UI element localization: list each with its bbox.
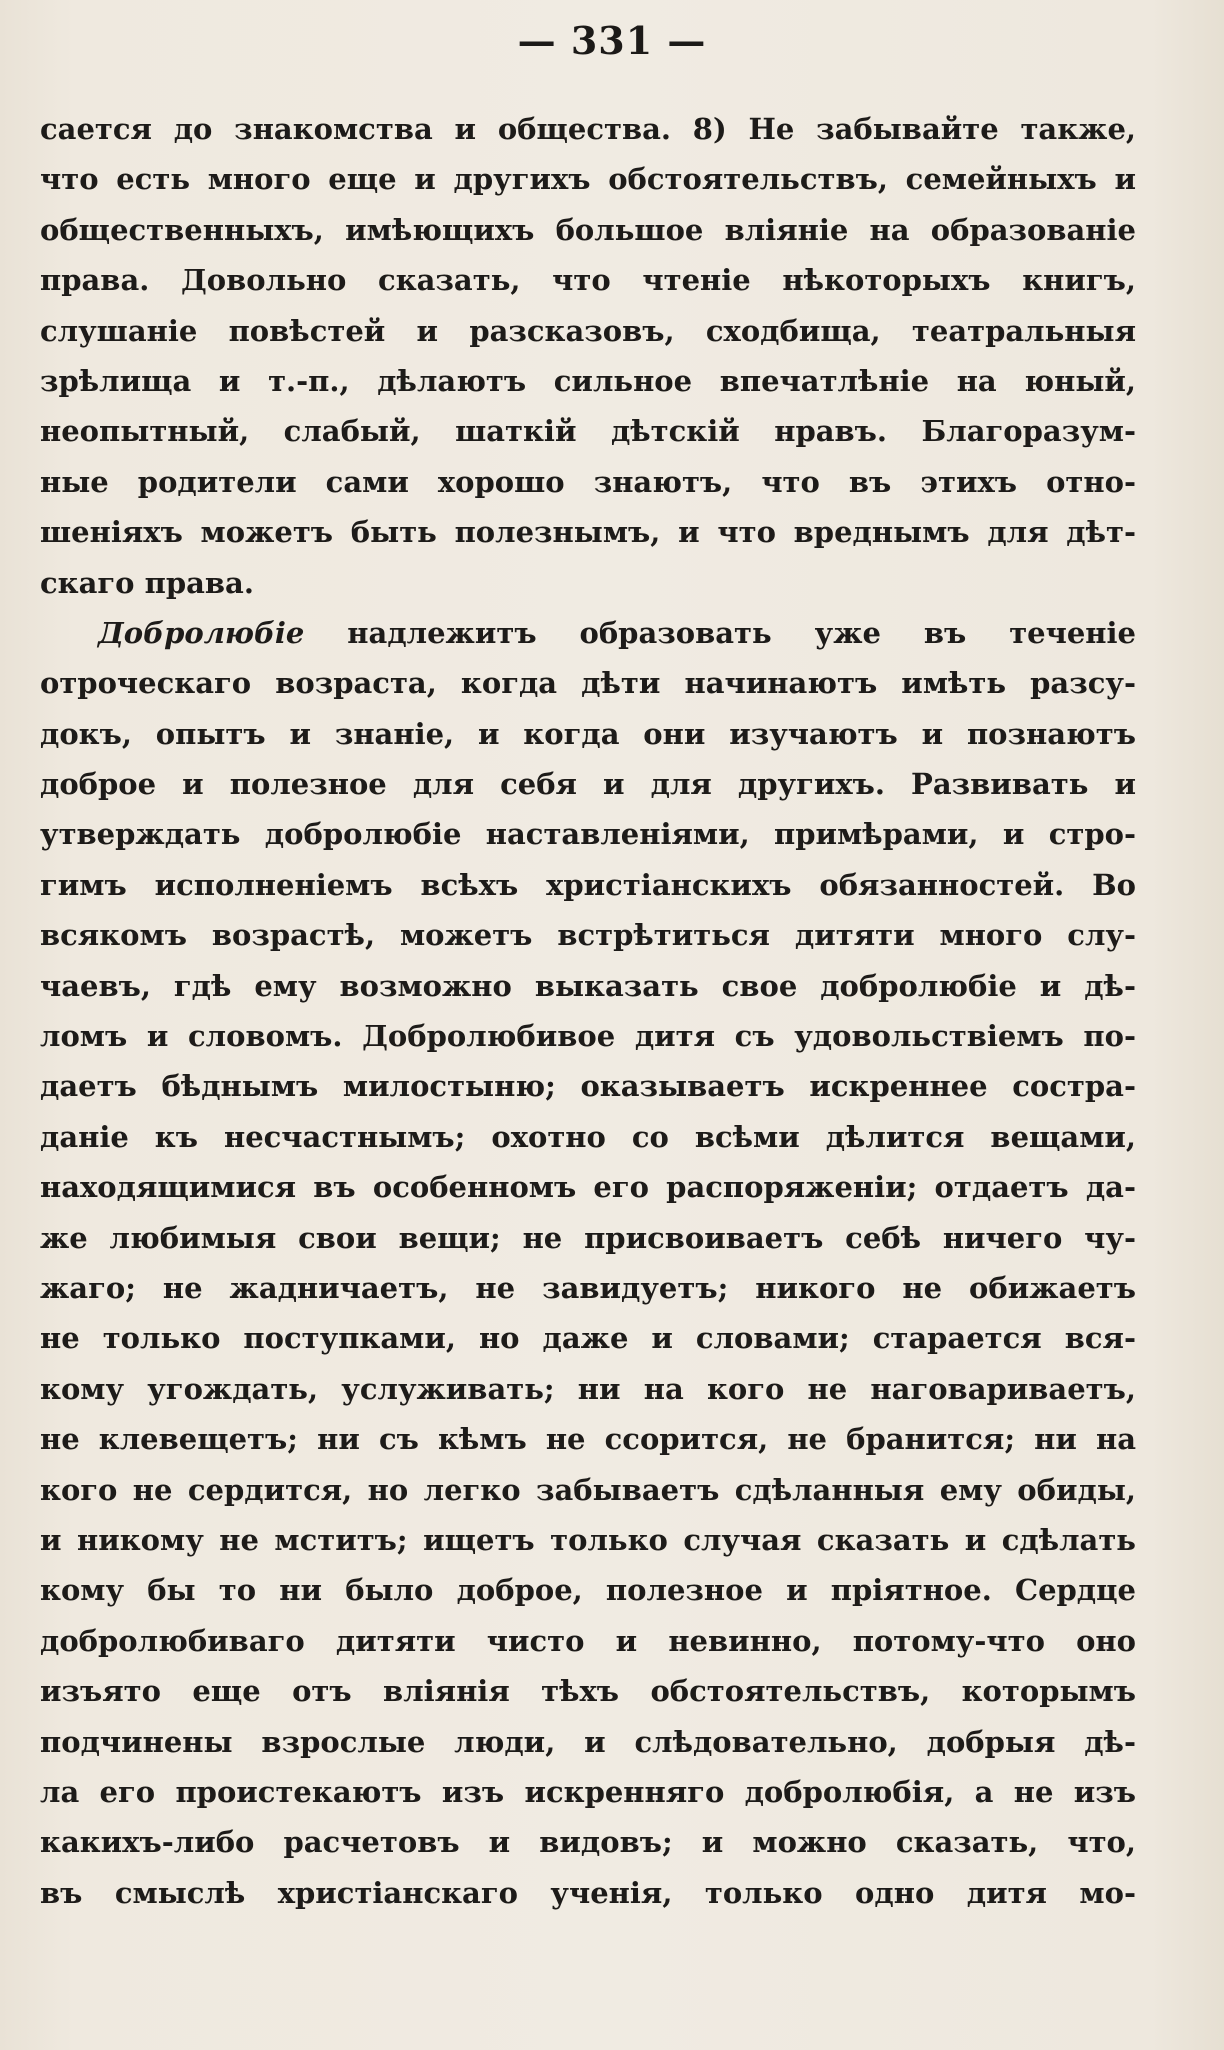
text-line: отроческаго возраста, когда дѣти начинаютъ имѣть разсу- bbox=[40, 666, 1136, 701]
text-line: зрѣлища и т.-п., дѣлаютъ сильное впечатлѣніе на юный, bbox=[40, 363, 1136, 398]
text-line: какихъ-либо расчетовъ и видовъ; и можно сказать, что, bbox=[40, 1825, 1136, 1860]
body-text bbox=[40, 104, 1136, 1918]
text-line: общественныхъ, имѣющихъ большое вліяніе на образованіе bbox=[40, 212, 1136, 247]
text-line: ные родители сами хорошо знаютъ, что въ этихъ отно- bbox=[40, 464, 1136, 499]
text-line: изъято еще отъ вліянія тѣхъ обстоятельствъ, которымъ bbox=[40, 1674, 1136, 1709]
text-line: же любимыя свои вещи; не присвоиваетъ себѣ ничего чу- bbox=[40, 1220, 1136, 1255]
text-line: докъ, опытъ и знаніе, и когда они изучаютъ и познаютъ bbox=[40, 716, 1136, 751]
text-line: добролюбиваго дитяти чисто и невинно, потому-что оно bbox=[40, 1623, 1136, 1658]
text-line: неопытный, слабый, шаткій дѣтскій нравъ. Благоразум- bbox=[40, 414, 1136, 449]
text-line: что есть много еще и другихъ обстоятельствъ, семейныхъ и bbox=[40, 162, 1136, 197]
text-line: въ смыслѣ христіанскаго ученія, только одно дитя мо- bbox=[40, 1875, 1136, 1910]
italic-term: Добролюбіе bbox=[98, 615, 305, 650]
page-number: — 331 — bbox=[517, 18, 707, 63]
paragraph-1 bbox=[40, 104, 1136, 608]
text-line: утверждать добролюбіе наставленіями, примѣрами, и стро- bbox=[40, 817, 1136, 852]
paragraph-2 bbox=[40, 608, 1136, 1918]
text-line: не только поступками, но даже и словами; старается вся- bbox=[40, 1321, 1136, 1356]
text-line: жаго; не жадничаетъ, не завидуетъ; никого не обижаетъ bbox=[40, 1270, 1136, 1305]
text-line: чаевъ, гдѣ ему возможно выказать свое добролюбіе и дѣ- bbox=[40, 968, 1136, 1003]
text-line: подчинены взрослые люди, и слѣдовательно, добрыя дѣ- bbox=[40, 1724, 1136, 1759]
text-line: скаго права. bbox=[40, 565, 254, 600]
text-line: шеніяхъ можетъ быть полезнымъ, и что вреднымъ для дѣт- bbox=[40, 515, 1136, 550]
text-line: кого не сердится, но легко забываетъ сдѣланныя ему обиды, bbox=[40, 1472, 1136, 1507]
text-line: доброе и полезное для себя и для другихъ. Развивать и bbox=[40, 767, 1136, 802]
text-line: права. Довольно сказать, что чтеніе нѣкоторыхъ книгъ, bbox=[40, 263, 1136, 298]
text-line: гимъ исполненіемъ всѣхъ христіанскихъ обязанностей. Во bbox=[40, 867, 1136, 902]
text-line: находящимися въ особенномъ его распоряженіи; отдаетъ да- bbox=[40, 1170, 1136, 1205]
text-line: всякомъ возрастѣ, можетъ встрѣтиться дитяти много слу- bbox=[40, 918, 1136, 953]
text-line: не клевещетъ; ни съ кѣмъ не ссорится, не бранится; ни на bbox=[40, 1422, 1136, 1457]
text-line-rest: надлежитъ образовать уже въ теченіе bbox=[304, 615, 1136, 650]
text-line: ломъ и словомъ. Добролюбивое дитя съ удовольствіемъ по- bbox=[40, 1019, 1136, 1054]
text-line: даетъ бѣднымъ милостыню; оказываетъ искреннее состра- bbox=[40, 1069, 1136, 1104]
text-line bbox=[40, 608, 1136, 658]
text-line: сается до знакомства и общества. 8) Не забывайте также, bbox=[40, 112, 1136, 146]
text-line: и никому не мститъ; ищетъ только случая сказать и сдѣлать bbox=[40, 1522, 1136, 1557]
text-line: ла его проистекаютъ изъ искренняго добролюбія, а не изъ bbox=[40, 1774, 1136, 1809]
text-line: даніе къ несчастнымъ; охотно со всѣми дѣлится вещами, bbox=[40, 1119, 1136, 1154]
text-line: слушаніе повѣстей и разсказовъ, сходбища, театральныя bbox=[40, 313, 1136, 348]
text-line: кому бы то ни было доброе, полезное и пріятное. Сердце bbox=[40, 1573, 1136, 1608]
text-line: кому угождать, услуживать; ни на кого не наговариваетъ, bbox=[40, 1371, 1136, 1406]
